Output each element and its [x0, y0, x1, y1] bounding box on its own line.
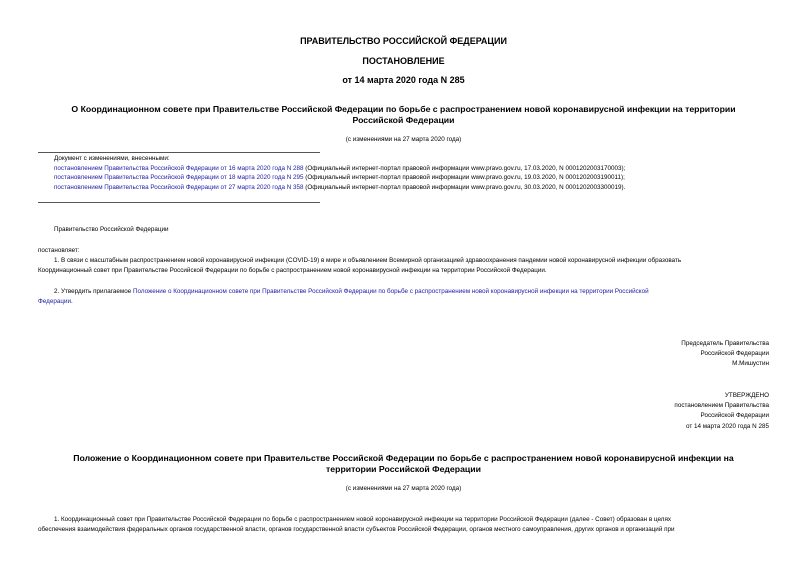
paragraph-2-suffix: . [70, 298, 73, 305]
approved-label: УТВЕРЖДЕНО [724, 392, 769, 399]
changes-box [54, 154, 625, 192]
paragraph-1-line2: Координационный совет при Правительстве Российской Федерации по борьбе с распространением новой коронавирусной инфекции на территории Российской Федерации. [38, 267, 547, 274]
document-title-line2: Российской Федерации [352, 115, 455, 125]
change-link[interactable]: постановлением Правительства Российской Федерации от 18 марта 2020 года N 295 [54, 174, 304, 182]
change-link[interactable]: постановлением Правительства Российской Федерации от 16 марта 2020 года N 288 [54, 164, 304, 172]
doc-type-heading: ПОСТАНОВЛЕНИЕ [362, 56, 445, 66]
change-link[interactable]: постановлением Правительства Российской Федерации от 27 марта 2020 года N 358 [54, 183, 304, 191]
signature-position-line2: Российской Федерации [700, 350, 769, 358]
approved-line3: от 14 марта 2020 года N 285 [685, 422, 769, 430]
paragraph-2-line2 [38, 297, 73, 307]
regulation-title-line1: Положение о Координационном совете при Правительстве Российской Федерации по борьбе с распространением новой коронавирусной инфекции на [73, 453, 734, 463]
signature-name: М.Мишустин [732, 360, 769, 368]
regulation-title-line2: территории Российской Федерации [326, 464, 481, 474]
date-number-heading: от 14 марта 2020 года N 285 [342, 75, 465, 85]
regulation-paragraph-1-line1: 1. Координационный совет при Правительстве Российской Федерации по борьбе с распространением новой коронавирусной инфекции на территории Российской Федерации (далее - Совет) образован в целях [54, 516, 672, 523]
changes-bottom-divider [38, 202, 320, 203]
government-line: Правительство Российской Федерации [54, 226, 169, 233]
change-item [54, 183, 625, 193]
change-source: (Официальный интернет-портал правовой информации www.pravo.gov.ru, 19.03.2020, N 0001202003190011); [303, 174, 625, 182]
paragraph-2-line1 [54, 287, 649, 297]
regulation-link-continued[interactable]: Федерации [38, 298, 71, 305]
change-source: (Официальный интернет-портал правовой информации www.pravo.gov.ru, 30.03.2020, N 0001202003300019). [303, 183, 626, 191]
change-item [54, 173, 625, 183]
change-source: (Официальный интернет-портал правовой информации www.pravo.gov.ru, 17.03.2020, N 0001202003170003); [303, 164, 626, 172]
approved-line1: постановлением Правительства [674, 402, 769, 410]
government-heading: ПРАВИТЕЛЬСТВО РОССИЙСКОЙ ФЕДЕРАЦИИ [300, 36, 507, 46]
regulation-amendments-note: (с изменениями на 27 марта 2020 года) [345, 485, 462, 492]
changes-top-divider [38, 152, 320, 153]
changes-intro: Документ с изменениями, внесенными: [54, 155, 170, 162]
decides-line: постановляет: [38, 247, 80, 254]
signature-position-line1: Председатель Правительства [681, 340, 769, 347]
approval-block [469, 391, 769, 432]
paragraph-2-prefix: 2. Утвердить прилагаемое [54, 288, 133, 295]
regulation-link[interactable]: Положение о Координационном совете при Правительстве Российской Федерации по борьбе с распространением новой коронавирусной инфекции на территории Российской [132, 288, 649, 295]
approved-line2: Российской Федерации [700, 412, 769, 420]
paragraph-1-line1: 1. В связи с масштабным распространением новой коронавирусной инфекции (COVID-19) в мире и объявлением Всемирной организацией здравоохранения пандемии новой коронавирусной инфекции образовать [54, 257, 682, 264]
change-item [54, 164, 625, 174]
regulation-paragraph-1-line2: обеспечения взаимодействия федеральных органов государственной власти, органов государственной власти субъектов Российской Федерации, органов местного самоуправления, других органов и организаций при [38, 526, 675, 533]
amendments-note: (с изменениями на 27 марта 2020 года) [345, 136, 462, 143]
signature-block [469, 339, 769, 370]
document-title-line1: О Координационном совете при Правительстве Российской Федерации по борьбе с распространением новой коронавирусной инфекции на территории [71, 104, 736, 114]
